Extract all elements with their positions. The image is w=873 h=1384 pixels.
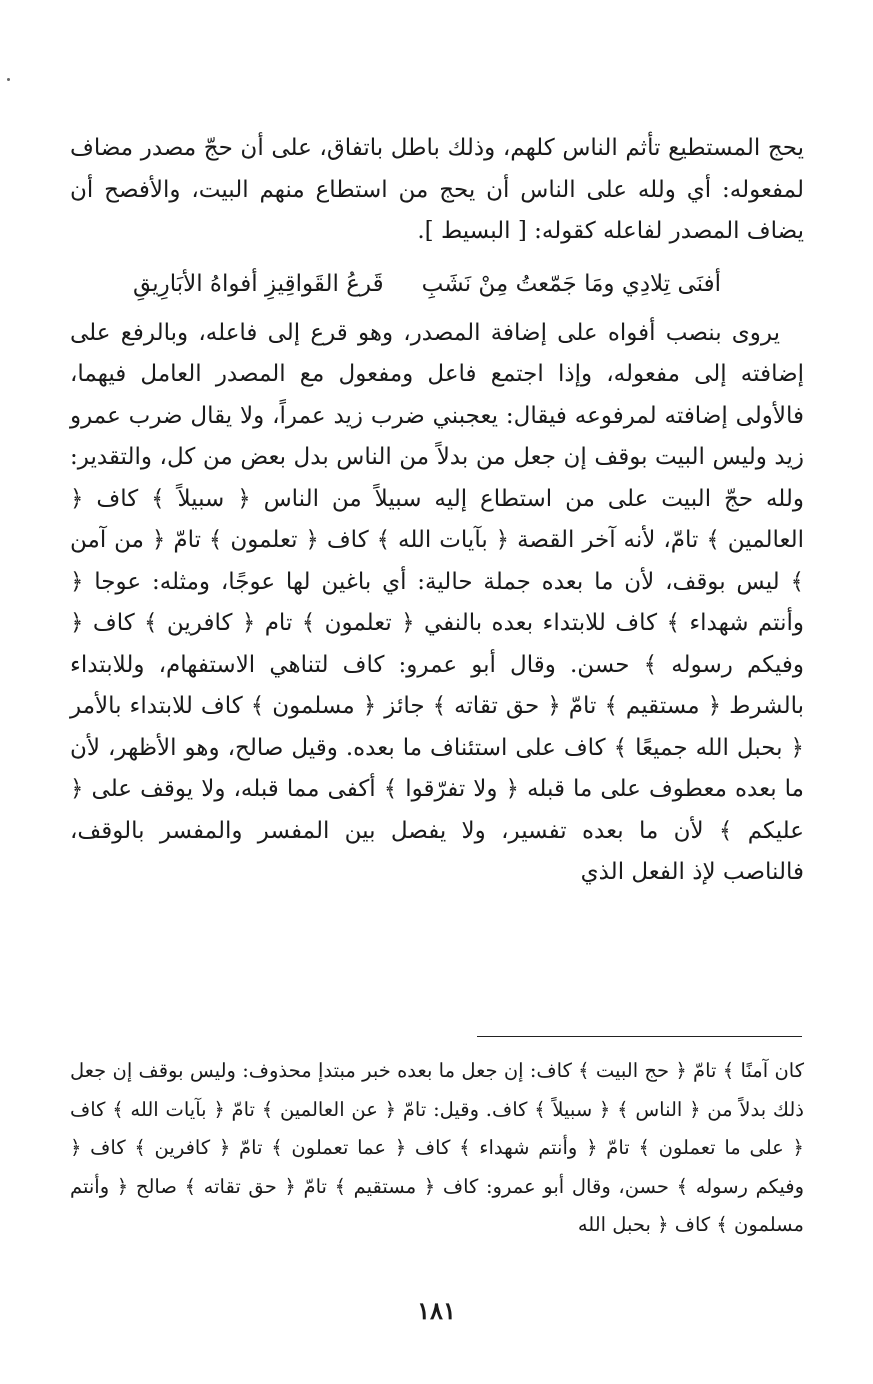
page-number: ١٨١ <box>417 1296 456 1325</box>
footnote-separator <box>477 1036 802 1037</box>
paragraph-1: يحج المستطيع تأثم الناس كلهم، وذلك باطل باتفاق، على أن حجّ مصدر مضاف لمفعوله: أي ولله على الناس أن يحج من استطاع منهم البيت، والأفصح أن يضاف المصدر لفاعله كقوله: [ البسيط ]. <box>70 135 804 244</box>
poetry-verse <box>70 257 804 311</box>
paragraph-2: يروى بنصب أفواه على إضافة المصدر، وهو قرع إلى فاعله، وبالرفع على إضافته إلى مفعوله، وإذا اجتمع فاعل ومفعول مع المصدر العامل فيهما، فالأولى إضافته لمرفوعه فيقال: يعجبني ضرب زيد عمراً، ولا يقال ضرب عمرو زيد وليس البيت بوقف إن جعل من بدلاً من الناس بدل بعض من كل، والتقدير: ولله حجّ البيت على من استطاع إليه سبيلاً من الناس ﴿ سبيلاً ﴾ كاف ﴿ العالمين ﴾ تامّ، لأنه آخر القصة ﴿ بآيات الله ﴾ كاف ﴿ تعلمون ﴾ تامّ ﴿ من آمن ﴾ ليس بوقف، لأن ما بعده جملة حالية: أي باغين لها عوجًا، ومثله: عوجا ﴿ وأنتم شهداء ﴾ كاف للابتداء بعده بالنفي ﴿ تعلمون ﴾ تام ﴿ كافرين ﴾ كاف ﴿ وفيكم رسوله ﴾ حسن. وقال أبو عمرو: كاف لتناهي الاستفهام، وللابتداء بالشرط ﴿ مستقيم ﴾ تامّ ﴿ حق تقاته ﴾ جائز ﴿ مسلمون ﴾ كاف للابتداء بالأمر ﴿ بحبل الله جميعًا ﴾ كاف على استئناف ما بعده. وقيل صالح، وهو الأظهر، لأن ما بعده معطوف على ما قبله ﴿ ولا تفرّقوا ﴾ أكفى مما قبله، ولا يوقف على ﴿ عليكم ﴾ لأن ما بعده تفسير، ولا يفصل بين المفسر والمفسر بالوقف، فالناصب لإذ الفعل الذي <box>70 319 805 885</box>
scan-speck <box>7 78 10 81</box>
footnote-text: كان آمنًا ﴾ تامّ ﴿ حج البيت ﴾ كاف: إن جعل ما بعده خبر مبتدإ محذوف: وليس بوقف إن جعل ذلك بدلاً من ﴿ الناس ﴾ ﴿ سبيلاً ﴾ كاف. وقيل: تامّ ﴿ عن العالمين ﴾ تامّ ﴿ بآيات الله ﴾ كاف ﴿ على ما تعملون ﴾ تامّ ﴿ وأنتم شهداء ﴾ كاف ﴿ عما تعملون ﴾ تامّ ﴿ كافرين ﴾ كاف ﴿ وفيكم رسوله ﴾ حسن، وقال أبو عمرو: كاف ﴿ مستقيم ﴾ تامّ ﴿ حق تقاته ﴾ صالح ﴿ وأنتم مسلمون ﴾ كاف ﴿ بحبل الله <box>70 1059 804 1236</box>
verse-first-hemistich: أفنَى تِلادِي ومَا جَمّعتُ مِنْ نَشَبِ <box>421 270 721 297</box>
verse-second-hemistich: قَرعُ القَواقِيزِ أفواهُ الأبَارِيقِ <box>133 270 384 297</box>
main-text <box>70 128 804 894</box>
